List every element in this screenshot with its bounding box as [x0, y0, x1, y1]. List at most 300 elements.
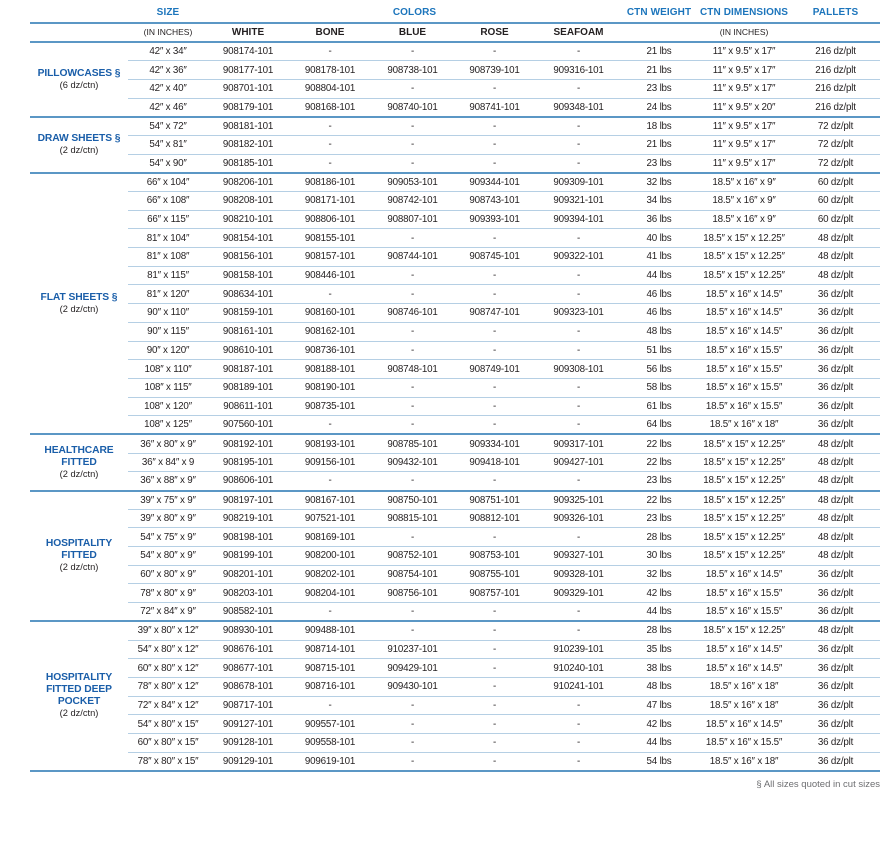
ctn-weight-cell: 44 lbs [621, 733, 697, 752]
blue-item-cell: - [372, 42, 453, 61]
pallets-cell: 216 dz/plt [791, 61, 880, 80]
bone-item-cell: - [288, 603, 372, 622]
table-row [30, 715, 880, 734]
pallets-cell: 36 dz/plt [791, 285, 880, 304]
seafoam-item-cell: 909394-101 [536, 210, 621, 229]
table-row [30, 229, 880, 248]
pallets-cell: 60 dz/plt [791, 192, 880, 211]
rose-item-cell: 908812-101 [453, 509, 536, 528]
size-cell: 90″ x 120″ [128, 341, 208, 360]
ctn-dimensions-cell: 18.5″ x 15″ x 12.25″ [697, 547, 791, 566]
pallets-cell: 36 dz/plt [791, 696, 880, 715]
white-item-cell: 908717-101 [208, 696, 288, 715]
ctn-weight-cell: 30 lbs [621, 547, 697, 566]
group-name: HEALTHCARE FITTED [44, 444, 114, 468]
pallets-cell: 36 dz/plt [791, 715, 880, 734]
bone-item-cell: 908736-101 [288, 341, 372, 360]
white-item-cell: 908610-101 [208, 341, 288, 360]
rose-item-cell: - [453, 659, 536, 678]
rose-item-cell: - [453, 117, 536, 136]
table-row [30, 752, 880, 771]
table-row [30, 192, 880, 211]
col-header-rose: ROSE [453, 23, 536, 42]
size-cell: 39″ x 80″ x 12″ [128, 621, 208, 640]
rose-item-cell: 908743-101 [453, 192, 536, 211]
white-item-cell: 908678-101 [208, 677, 288, 696]
blue-item-cell: 908746-101 [372, 304, 453, 323]
size-cell: 108″ x 110″ [128, 360, 208, 379]
table-row [30, 397, 880, 416]
rose-item-cell: 908747-101 [453, 304, 536, 323]
table-body [30, 42, 880, 771]
bone-item-cell: 908190-101 [288, 378, 372, 397]
rose-item-cell: - [453, 715, 536, 734]
table-row [30, 528, 880, 547]
rose-item-cell: 909393-101 [453, 210, 536, 229]
ctn-dimensions-cell: 18.5″ x 16″ x 15.5″ [697, 360, 791, 379]
pallets-cell: 216 dz/plt [791, 42, 880, 61]
ctn-dimensions-cell: 11″ x 9.5″ x 17″ [697, 79, 791, 98]
pallets-cell: 36 dz/plt [791, 640, 880, 659]
ctn-weight-cell: 42 lbs [621, 715, 697, 734]
table-row [30, 341, 880, 360]
rose-item-cell: - [453, 154, 536, 173]
blue-item-cell: 908748-101 [372, 360, 453, 379]
ctn-dimensions-cell: 18.5″ x 16″ x 14.5″ [697, 659, 791, 678]
white-item-cell: 908177-101 [208, 61, 288, 80]
ctn-weight-cell: 47 lbs [621, 696, 697, 715]
white-item-cell: 908582-101 [208, 603, 288, 622]
table-row [30, 733, 880, 752]
ctn-weight-cell: 21 lbs [621, 61, 697, 80]
seafoam-item-cell: 909322-101 [536, 248, 621, 267]
ctn-dimensions-cell: 18.5″ x 16″ x 15.5″ [697, 378, 791, 397]
blue-item-cell: 908756-101 [372, 584, 453, 603]
rose-item-cell: 908753-101 [453, 547, 536, 566]
blue-item-cell: 908742-101 [372, 192, 453, 211]
white-item-cell: 908185-101 [208, 154, 288, 173]
col-header-colors: COLORS [208, 5, 621, 23]
size-cell: 108″ x 125″ [128, 416, 208, 435]
seafoam-item-cell: 909327-101 [536, 547, 621, 566]
pallets-cell: 48 dz/plt [791, 491, 880, 510]
bone-item-cell: 908157-101 [288, 248, 372, 267]
bone-item-cell: 908202-101 [288, 565, 372, 584]
white-item-cell: 907560-101 [208, 416, 288, 435]
blue-item-cell: 908738-101 [372, 61, 453, 80]
ctn-weight-cell: 41 lbs [621, 248, 697, 267]
blue-item-cell: - [372, 416, 453, 435]
seafoam-item-cell: 909323-101 [536, 304, 621, 323]
size-cell: 54″ x 80″ x 15″ [128, 715, 208, 734]
pallets-cell: 48 dz/plt [791, 528, 880, 547]
group-name: DRAW SHEETS § [37, 132, 121, 144]
white-item-cell: 908634-101 [208, 285, 288, 304]
white-item-cell: 908158-101 [208, 266, 288, 285]
bone-item-cell: - [288, 135, 372, 154]
bone-item-cell: 908168-101 [288, 98, 372, 117]
ctn-weight-cell: 42 lbs [621, 584, 697, 603]
white-item-cell: 908161-101 [208, 322, 288, 341]
blue-item-cell: - [372, 715, 453, 734]
ctn-weight-cell: 56 lbs [621, 360, 697, 379]
table-row [30, 266, 880, 285]
size-cell: 42″ x 40″ [128, 79, 208, 98]
blue-item-cell: 908785-101 [372, 434, 453, 453]
col-header-blue: BLUE [372, 23, 453, 42]
ctn-dimensions-cell: 18.5″ x 16″ x 14.5″ [697, 322, 791, 341]
white-item-cell: 908676-101 [208, 640, 288, 659]
size-cell: 60″ x 80″ x 15″ [128, 733, 208, 752]
seafoam-item-cell: - [536, 322, 621, 341]
seafoam-item-cell: - [536, 696, 621, 715]
table-row [30, 98, 880, 117]
col-header-size: SIZE [128, 5, 208, 23]
table-row [30, 491, 880, 510]
ctn-dimensions-cell: 18.5″ x 15″ x 12.25″ [697, 621, 791, 640]
bone-item-cell: 907521-101 [288, 509, 372, 528]
ctn-dimensions-cell: 18.5″ x 16″ x 18″ [697, 677, 791, 696]
group-label [30, 173, 128, 435]
seafoam-item-cell: - [536, 135, 621, 154]
bone-item-cell: 909619-101 [288, 752, 372, 771]
size-cell: 60″ x 80″ x 12″ [128, 659, 208, 678]
ctn-dimensions-cell: 18.5″ x 16″ x 14.5″ [697, 285, 791, 304]
size-cell: 72″ x 84″ x 12″ [128, 696, 208, 715]
ctn-weight-cell: 23 lbs [621, 472, 697, 491]
ctn-weight-cell: 22 lbs [621, 434, 697, 453]
size-cell: 108″ x 115″ [128, 378, 208, 397]
pallets-cell: 48 dz/plt [791, 248, 880, 267]
bone-item-cell: 908446-101 [288, 266, 372, 285]
seafoam-item-cell: 909348-101 [536, 98, 621, 117]
ctn-weight-cell: 34 lbs [621, 192, 697, 211]
ctn-weight-cell: 28 lbs [621, 528, 697, 547]
seafoam-item-cell: 909427-101 [536, 453, 621, 472]
ctn-weight-cell: 24 lbs [621, 98, 697, 117]
rose-item-cell: - [453, 42, 536, 61]
ctn-dimensions-cell: 18.5″ x 16″ x 14.5″ [697, 304, 791, 323]
size-cell: 36″ x 80″ x 9″ [128, 434, 208, 453]
table-row [30, 154, 880, 173]
size-cell: 81″ x 104″ [128, 229, 208, 248]
seafoam-item-cell: - [536, 603, 621, 622]
group-label [30, 117, 128, 173]
group-carton-quantity: (2 dz/ctn) [59, 468, 99, 479]
blue-item-cell: - [372, 472, 453, 491]
ctn-dimensions-cell: 18.5″ x 16″ x 18″ [697, 696, 791, 715]
pallets-cell: 36 dz/plt [791, 416, 880, 435]
rose-item-cell: 908749-101 [453, 360, 536, 379]
rose-item-cell: 908755-101 [453, 565, 536, 584]
pallets-cell: 36 dz/plt [791, 584, 880, 603]
table-row [30, 285, 880, 304]
white-item-cell: 908192-101 [208, 434, 288, 453]
blue-item-cell: 908752-101 [372, 547, 453, 566]
ctn-dimensions-cell: 11″ x 9.5″ x 17″ [697, 135, 791, 154]
rose-item-cell: 908751-101 [453, 491, 536, 510]
table-row [30, 304, 880, 323]
ctn-weight-cell: 23 lbs [621, 79, 697, 98]
pallets-cell: 36 dz/plt [791, 565, 880, 584]
ctn-weight-cell: 61 lbs [621, 397, 697, 416]
ctn-dimensions-cell: 11″ x 9.5″ x 20″ [697, 98, 791, 117]
ctn-dimensions-cell: 18.5″ x 16″ x 18″ [697, 416, 791, 435]
ctn-weight-cell: 54 lbs [621, 752, 697, 771]
table-row [30, 378, 880, 397]
ctn-weight-cell: 32 lbs [621, 565, 697, 584]
header-row-secondary [30, 23, 880, 42]
ctn-dimensions-cell: 18.5″ x 15″ x 12.25″ [697, 229, 791, 248]
bone-item-cell: 908178-101 [288, 61, 372, 80]
blue-item-cell: 909430-101 [372, 677, 453, 696]
bone-item-cell: 908160-101 [288, 304, 372, 323]
blue-item-cell: - [372, 341, 453, 360]
pallets-cell: 72 dz/plt [791, 135, 880, 154]
bone-item-cell: 909558-101 [288, 733, 372, 752]
size-cell: 42″ x 46″ [128, 98, 208, 117]
group-carton-quantity: (2 dz/ctn) [59, 145, 99, 156]
white-item-cell: 908197-101 [208, 491, 288, 510]
rose-item-cell: - [453, 341, 536, 360]
rose-item-cell: 908741-101 [453, 98, 536, 117]
white-item-cell: 908210-101 [208, 210, 288, 229]
ctn-dimensions-cell: 18.5″ x 15″ x 12.25″ [697, 509, 791, 528]
table-row [30, 210, 880, 229]
ctn-dimensions-cell: 18.5″ x 16″ x 9″ [697, 173, 791, 192]
col-header-pallets: PALLETS [791, 5, 880, 23]
size-cell: 78″ x 80″ x 12″ [128, 677, 208, 696]
ctn-weight-cell: 22 lbs [621, 491, 697, 510]
size-cell: 39″ x 75″ x 9″ [128, 491, 208, 510]
ctn-weight-cell: 23 lbs [621, 154, 697, 173]
blue-item-cell: - [372, 378, 453, 397]
table-row [30, 603, 880, 622]
footnote: § All sizes quoted in cut sizes [756, 778, 880, 790]
seafoam-item-cell: - [536, 117, 621, 136]
bone-item-cell: 909488-101 [288, 621, 372, 640]
group-label [30, 42, 128, 117]
rose-item-cell: - [453, 285, 536, 304]
rose-item-cell: - [453, 752, 536, 771]
table-row [30, 584, 880, 603]
product-spec-table [30, 5, 880, 772]
size-cell: 72″ x 84″ x 9″ [128, 603, 208, 622]
table-row [30, 173, 880, 192]
group-name: HOSPITALITY FITTED DEEP POCKET [45, 672, 113, 708]
group-carton-quantity: (2 dz/ctn) [59, 562, 99, 573]
white-item-cell: 908182-101 [208, 135, 288, 154]
ctn-dimensions-cell: 11″ x 9.5″ x 17″ [697, 42, 791, 61]
blue-item-cell: 908744-101 [372, 248, 453, 267]
col-header-white: WHITE [208, 23, 288, 42]
blue-item-cell: 908740-101 [372, 98, 453, 117]
blue-item-cell: - [372, 528, 453, 547]
white-item-cell: 908206-101 [208, 173, 288, 192]
seafoam-item-cell: 909316-101 [536, 61, 621, 80]
pallets-cell: 60 dz/plt [791, 210, 880, 229]
ctn-dimensions-cell: 18.5″ x 15″ x 12.25″ [697, 472, 791, 491]
ctn-dimensions-cell: 18.5″ x 16″ x 18″ [697, 752, 791, 771]
bone-item-cell: - [288, 154, 372, 173]
blue-item-cell: 909429-101 [372, 659, 453, 678]
pallets-cell: 48 dz/plt [791, 621, 880, 640]
size-cell: 54″ x 72″ [128, 117, 208, 136]
seafoam-item-cell: 909325-101 [536, 491, 621, 510]
rose-item-cell: - [453, 378, 536, 397]
ctn-weight-cell: 32 lbs [621, 173, 697, 192]
group-label [30, 621, 128, 771]
pallets-cell: 36 dz/plt [791, 341, 880, 360]
pallets-cell: 36 dz/plt [791, 378, 880, 397]
size-cell: 42″ x 36″ [128, 61, 208, 80]
bone-item-cell: 908171-101 [288, 192, 372, 211]
ctn-dimensions-cell: 18.5″ x 16″ x 15.5″ [697, 584, 791, 603]
seafoam-item-cell: - [536, 285, 621, 304]
ctn-weight-cell: 21 lbs [621, 42, 697, 61]
ctn-dimensions-cell: 18.5″ x 16″ x 14.5″ [697, 640, 791, 659]
ctn-weight-cell: 46 lbs [621, 285, 697, 304]
ctn-weight-cell: 44 lbs [621, 266, 697, 285]
seafoam-item-cell: 909326-101 [536, 509, 621, 528]
ctn-dimensions-cell: 18.5″ x 16″ x 15.5″ [697, 603, 791, 622]
ctn-dimensions-cell: 18.5″ x 16″ x 15.5″ [697, 733, 791, 752]
rose-item-cell: - [453, 397, 536, 416]
white-item-cell: 908208-101 [208, 192, 288, 211]
pallets-cell: 48 dz/plt [791, 509, 880, 528]
white-item-cell: 908606-101 [208, 472, 288, 491]
size-cell: 90″ x 115″ [128, 322, 208, 341]
group-name: FLAT SHEETS § [40, 291, 118, 303]
seafoam-item-cell: - [536, 733, 621, 752]
ctn-dimensions-cell: 18.5″ x 16″ x 14.5″ [697, 715, 791, 734]
seafoam-item-cell: - [536, 621, 621, 640]
blue-item-cell: - [372, 752, 453, 771]
pallets-cell: 48 dz/plt [791, 266, 880, 285]
header-row-primary [30, 5, 880, 23]
white-item-cell: 908159-101 [208, 304, 288, 323]
pallets-cell: 48 dz/plt [791, 472, 880, 491]
blue-item-cell: 910237-101 [372, 640, 453, 659]
col-header-ctn-dimensions: CTN DIMENSIONS [697, 5, 791, 23]
ctn-dimensions-cell: 18.5″ x 16″ x 15.5″ [697, 397, 791, 416]
rose-item-cell: 908757-101 [453, 584, 536, 603]
bone-item-cell: - [288, 285, 372, 304]
ctn-dimensions-cell: 18.5″ x 16″ x 9″ [697, 192, 791, 211]
header-spacer [621, 23, 697, 42]
ctn-dimensions-cell: 11″ x 9.5″ x 17″ [697, 117, 791, 136]
white-item-cell: 908219-101 [208, 509, 288, 528]
table-row [30, 135, 880, 154]
group-carton-quantity: (2 dz/ctn) [59, 708, 99, 719]
white-item-cell: 908203-101 [208, 584, 288, 603]
pallets-cell: 72 dz/plt [791, 117, 880, 136]
rose-item-cell: 909418-101 [453, 453, 536, 472]
seafoam-item-cell: 910240-101 [536, 659, 621, 678]
white-item-cell: 909128-101 [208, 733, 288, 752]
rose-item-cell: 908739-101 [453, 61, 536, 80]
pallets-cell: 72 dz/plt [791, 154, 880, 173]
rose-item-cell: - [453, 416, 536, 435]
white-item-cell: 908187-101 [208, 360, 288, 379]
ctn-weight-cell: 38 lbs [621, 659, 697, 678]
size-cell: 66″ x 108″ [128, 192, 208, 211]
blue-item-cell: 908807-101 [372, 210, 453, 229]
size-cell: 66″ x 115″ [128, 210, 208, 229]
dimensions-units-label: (IN INCHES) [697, 23, 791, 42]
size-cell: 54″ x 90″ [128, 154, 208, 173]
pallets-cell: 36 dz/plt [791, 397, 880, 416]
seafoam-item-cell: 910239-101 [536, 640, 621, 659]
seafoam-item-cell: - [536, 79, 621, 98]
ctn-weight-cell: 44 lbs [621, 603, 697, 622]
white-item-cell: 908154-101 [208, 229, 288, 248]
ctn-dimensions-cell: 18.5″ x 16″ x 15.5″ [697, 341, 791, 360]
rose-item-cell: - [453, 696, 536, 715]
bone-item-cell: 908200-101 [288, 547, 372, 566]
pallets-cell: 36 dz/plt [791, 322, 880, 341]
pallets-cell: 36 dz/plt [791, 677, 880, 696]
table-row [30, 696, 880, 715]
blue-item-cell: - [372, 733, 453, 752]
pallets-cell: 48 dz/plt [791, 229, 880, 248]
size-cell: 78″ x 80″ x 15″ [128, 752, 208, 771]
ctn-weight-cell: 36 lbs [621, 210, 697, 229]
table-row [30, 360, 880, 379]
col-header-seafoam: SEAFOAM [536, 23, 621, 42]
size-cell: 54″ x 80″ x 9″ [128, 547, 208, 566]
group-name: PILLOWCASES § [37, 67, 121, 79]
bone-item-cell: - [288, 416, 372, 435]
pallets-cell: 36 dz/plt [791, 659, 880, 678]
bone-item-cell: 908186-101 [288, 173, 372, 192]
header-spacer [30, 23, 128, 42]
rose-item-cell: - [453, 472, 536, 491]
pallets-cell: 216 dz/plt [791, 79, 880, 98]
table-row [30, 248, 880, 267]
seafoam-item-cell: - [536, 715, 621, 734]
bone-item-cell: 908715-101 [288, 659, 372, 678]
col-header-bone: BONE [288, 23, 372, 42]
ctn-weight-cell: 58 lbs [621, 378, 697, 397]
ctn-weight-cell: 21 lbs [621, 135, 697, 154]
group-label [30, 491, 128, 622]
ctn-weight-cell: 23 lbs [621, 509, 697, 528]
rose-item-cell: - [453, 266, 536, 285]
bone-item-cell: 908204-101 [288, 584, 372, 603]
table-row [30, 472, 880, 491]
size-cell: 42″ x 34″ [128, 42, 208, 61]
white-item-cell: 909127-101 [208, 715, 288, 734]
bone-item-cell: 909557-101 [288, 715, 372, 734]
seafoam-item-cell: - [536, 416, 621, 435]
rose-item-cell: - [453, 135, 536, 154]
group-carton-quantity: (2 dz/ctn) [59, 303, 99, 314]
table-row [30, 640, 880, 659]
size-cell: 54″ x 80″ x 12″ [128, 640, 208, 659]
blue-item-cell: 909432-101 [372, 453, 453, 472]
pallets-cell: 36 dz/plt [791, 304, 880, 323]
blue-item-cell: - [372, 322, 453, 341]
seafoam-item-cell: - [536, 472, 621, 491]
ctn-weight-cell: 46 lbs [621, 304, 697, 323]
table-row [30, 547, 880, 566]
white-item-cell: 908701-101 [208, 79, 288, 98]
bone-item-cell: 908714-101 [288, 640, 372, 659]
pallets-cell: 48 dz/plt [791, 453, 880, 472]
ctn-dimensions-cell: 18.5″ x 16″ x 14.5″ [697, 565, 791, 584]
pallets-cell: 36 dz/plt [791, 733, 880, 752]
